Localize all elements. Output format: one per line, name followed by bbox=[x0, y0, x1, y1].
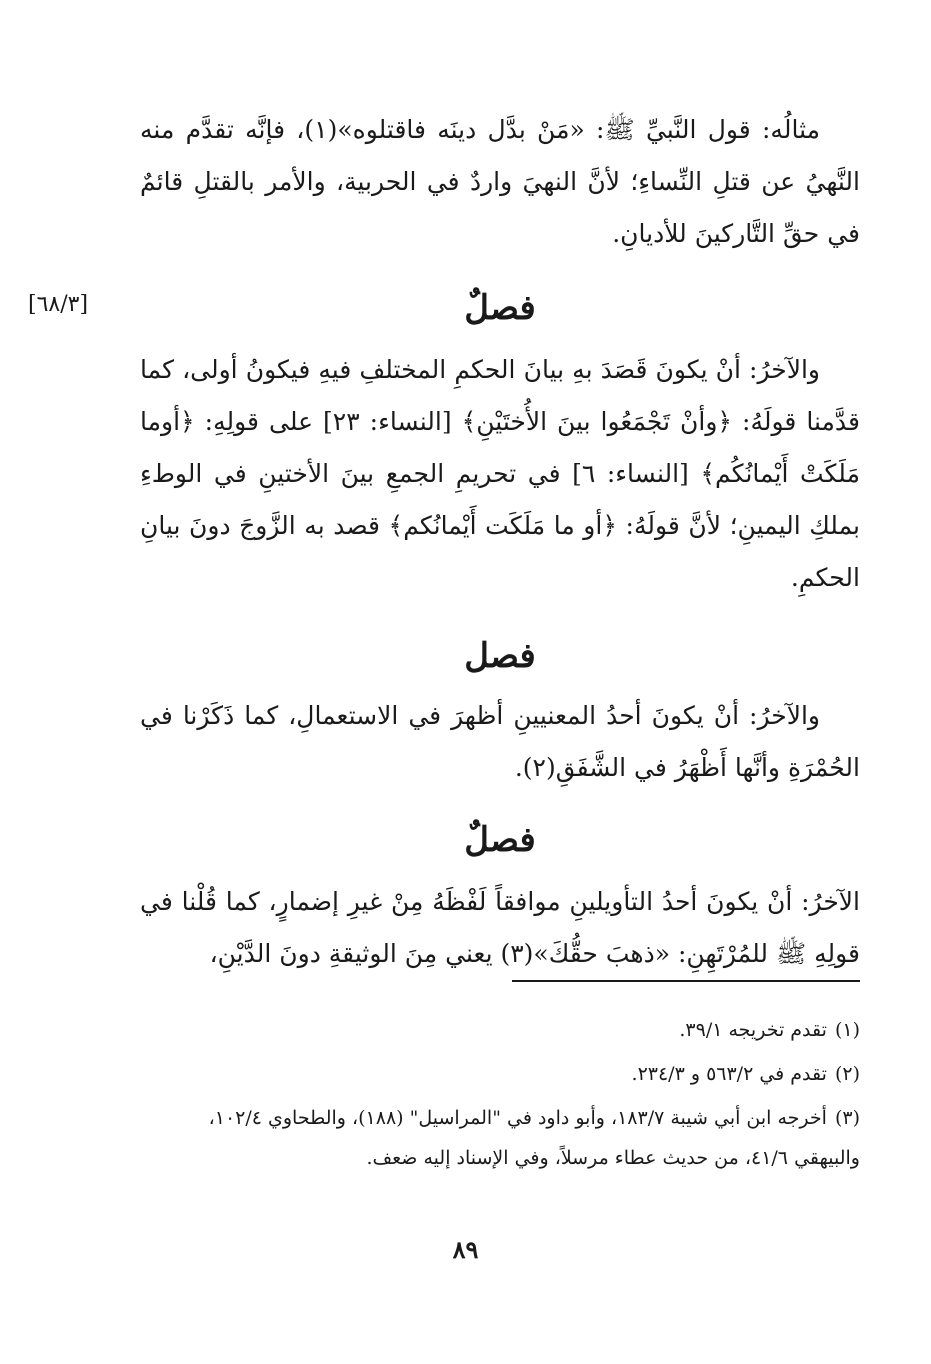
paragraph: مثالُه: قول النَّبيِّ ﷺ: «مَنْ بدَّل دينَه فاقتلوه»(١)، فإنَّه تقدَّم منه النَّهيُ عن قتلِ النِّساءِ؛ لأنَّ النهيَ واردٌ في الحربية، والأمر بالقتلِ قائمٌ في حقِّ التَّاركينَ للأديانِ. bbox=[140, 115, 860, 248]
footnote-number: (١) bbox=[834, 1019, 860, 1041]
footnotes bbox=[140, 1010, 860, 1182]
section-heading: فصلٌ bbox=[464, 288, 536, 328]
footnote bbox=[140, 1098, 860, 1178]
footnote-number: (٢) bbox=[834, 1063, 860, 1085]
section-2-body bbox=[140, 690, 860, 794]
margin-volume-page-reference: [٦٨/٣] bbox=[28, 292, 89, 317]
section-3-body bbox=[140, 876, 860, 980]
section-1-body bbox=[140, 344, 860, 604]
footnote-text: تقدم تخريجه ٣٩/١. bbox=[679, 1019, 827, 1041]
page-number: ٨٩ bbox=[452, 1235, 479, 1264]
paragraph: والآخرُ: أنْ يكونَ أحدُ المعنيينِ أظهرَ في الاستعمالِ، كما ذَكَرْنا في الحُمْرَةِ وأنَّها أَظْهَرُ في الشَّفَقِ(٢). bbox=[140, 701, 860, 782]
footnote-separator bbox=[512, 980, 860, 982]
footnote bbox=[140, 1010, 860, 1050]
section-heading: فصل bbox=[464, 636, 536, 676]
paragraph: الآخرُ: أنْ يكونَ أحدُ التأويلينِ موافقاً لَفْظَهُ مِنْ غيرِ إضمارٍ، كما قُلْنا في قولِهِ ﷺ للمُرْتَهِنِ: «ذهبَ حقُّكَ»(٣) يعني مِنَ الوثيقةِ دونَ الدَّيْنِ، bbox=[140, 887, 860, 968]
footnote-text: تقدم في ٥٦٣/٢ و ٢٣٤/٣. bbox=[631, 1063, 827, 1085]
footnote bbox=[140, 1054, 860, 1094]
footnote-text: أخرجه ابن أبي شيبة ١٨٣/٧، وأبو داود في "المراسيل" (١٨٨)، والطحاوي ١٠٢/٤، والبيهقي ٤١/٦، من حديث عطاء مرسلاً، وفي الإسناد إليه ضعف. bbox=[208, 1107, 860, 1169]
section-heading: فصلٌ bbox=[464, 820, 536, 860]
footnote-number: (٣) bbox=[834, 1107, 860, 1129]
paragraph: والآخرُ: أنْ يكونَ قَصَدَ بهِ بيانَ الحكمِ المختلفِ فيهِ فيكونُ أولى، كما قدَّمنا قولَهُ: ﴿وأنْ تَجْمَعُوا بينَ الأُختَيْنِ﴾ [النساء: ٢٣] على قولِهِ: ﴿أوما مَلَكَتْ أَيْمانُكُم﴾ [النساء: ٦] في تحريمِ الجمعِ بينَ الأختينِ في الوطءِ بملكِ اليمينِ؛ لأنَّ قولَهُ: ﴿أو ما مَلَكَت أَيْمانُكم﴾ قصد به الزَّوجَ دونَ بيانِ الحكمِ. bbox=[140, 355, 860, 592]
opening-paragraph-block bbox=[140, 104, 860, 260]
